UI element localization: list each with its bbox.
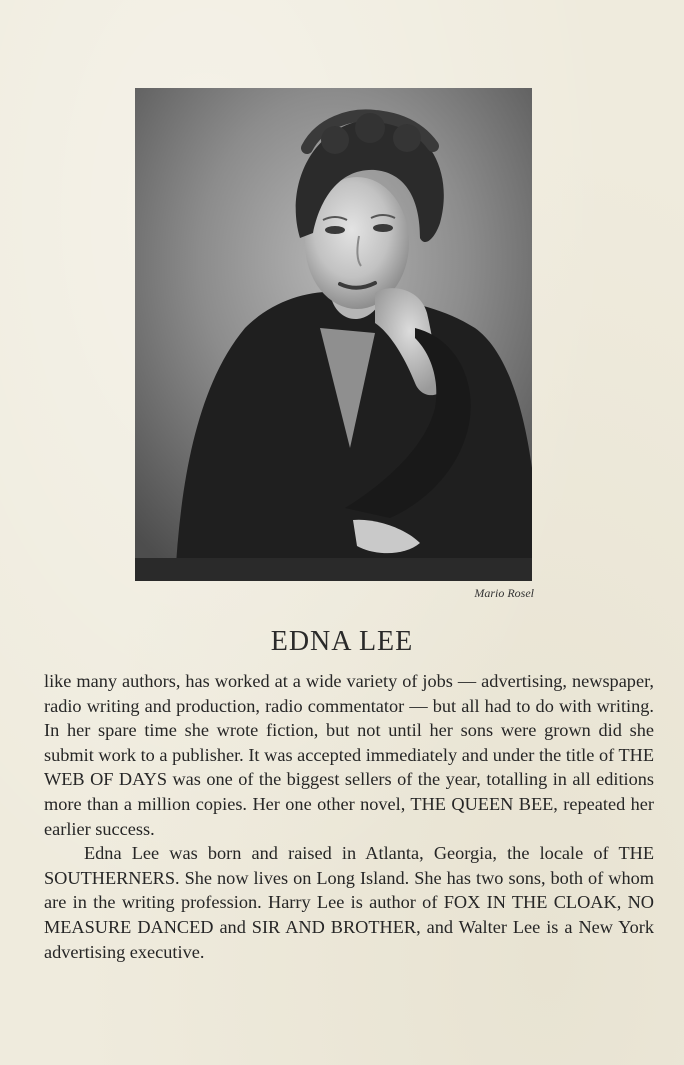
photo-credit: Mario Rosel [474,586,534,600]
author-name: EDNA LEE [270,626,414,657]
bio-paragraph: Edna Lee was born and raised in Atlanta, Georgia, the locale of THE SOUTHERNERS. She now lives on Long Island. She has two sons, both of whom are in the writing profession. Harry Lee is author of FOX IN THE CLOAK, NO MEASURE DANCED and SIR AND BROTHER, and Walter Lee is a New York advertising executive. [44,843,654,962]
bio-paragraph: like many authors, has worked at a wide variety of jobs — advertising, newspaper, radio writing and production, radio commentator — but all had to do with writing. In her spare time she wrote fiction, but not until her sons were grown did she submit work to a publisher. It was accepted immediately and under the title of THE WEB OF DAYS was one of the biggest sellers of the year, totalling in all editions more than a million copies. Her one other novel, THE QUEEN BEE, repeated her earlier success. [44,671,654,839]
author-portrait [135,88,532,581]
author-bio [44,669,654,964]
